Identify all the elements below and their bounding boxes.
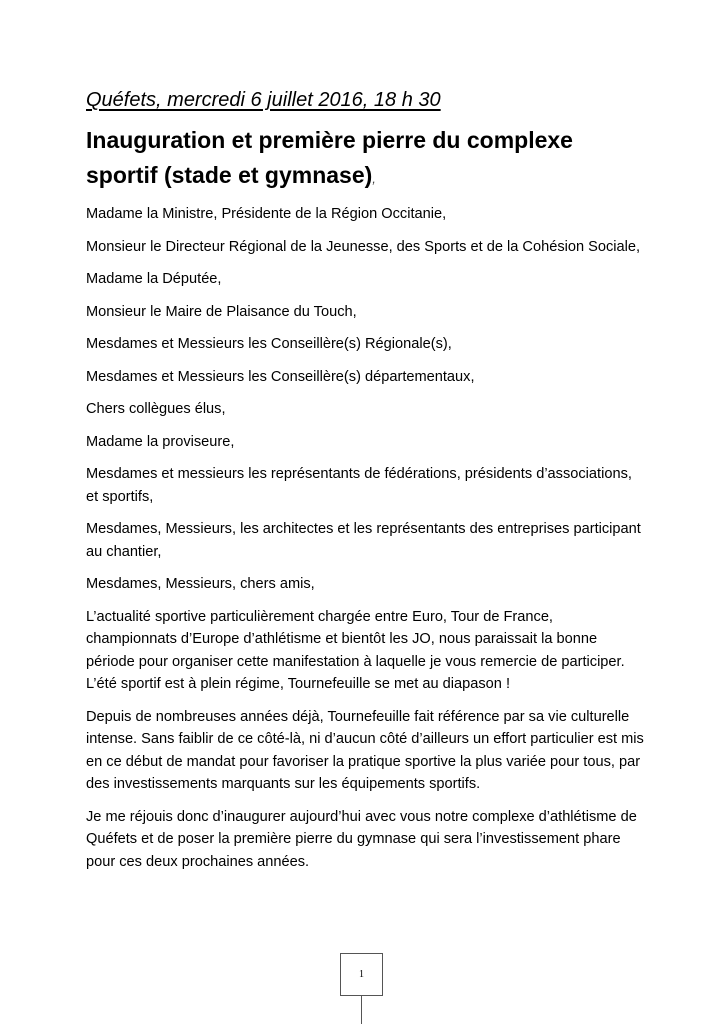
speech-title (86, 123, 646, 196)
salutation-amis: Mesdames, Messieurs, chers amis, (86, 576, 315, 592)
salutation-directeur: Monsieur le Directeur Régional de la Jeunesse, des Sports et de la Cohésion Sociale, (86, 238, 641, 255)
salutation-proviseure: Madame la proviseure, (86, 433, 235, 450)
speech-title-text: Inauguration et première pierre du complexe sportif (stade et gymnase) (86, 127, 573, 188)
title-trailing-comma: , (372, 171, 376, 186)
page-number-box (340, 953, 383, 996)
body-paragraph-actualite: L’actualité sportive particulièrement chargée entre Euro, Tour de France, championnats d’Europe d’athlétisme et bientôt les JO, nous paraissait la bonne période pour organiser cette manifestation à laquelle je vous remercie de participer. L’été sportif est à plein régime, Tournefeuille se met au diapason ! (86, 608, 625, 692)
body-paragraph-inauguration: Je me réjouis donc d’inaugurer aujourd’hui avec vous notre complexe d’athlétisme de Quéfets et de poser la première pierre du gymnase qui sera l’investissement phare pour ces deux prochaines années. (86, 808, 637, 870)
salutation-ministre: Madame la Ministre, Présidente de la Région Occitanie, (86, 206, 447, 222)
salutation-maire: Monsieur le Maire de Plaisance du Touch, (86, 303, 357, 320)
salutation-conseillers-departementaux: Mesdames et Messieurs les Conseillère(s) départementaux, (86, 368, 475, 385)
page-number: 1 (359, 969, 364, 980)
dateline: Quéfets, mercredi 6 juillet 2016, 18 h 30 (86, 89, 441, 111)
body-paragraph-vie-culturelle: Depuis de nombreuses années déjà, Tournefeuille fait référence par sa vie culturelle intense. Sans faiblir de ce côté-là, ni d’aucun côté d’ailleurs un effort particulier est mis en ce début de mandat pour favoriser la pratique sportive la plus variée pour tous, par des investissements marquants sur les équipements sportifs. (86, 708, 644, 792)
page-number-connector-line (361, 996, 362, 1024)
salutation-elus: Chers collègues élus, (86, 401, 226, 417)
salutation-architectes: Mesdames, Messieurs, les architectes et les représentants des entreprises participant au chantier, (86, 521, 641, 560)
salutation-deputee: Madame la Députée, (86, 271, 222, 287)
salutation-federations: Mesdames et messieurs les représentants de fédérations, présidents d’associations, et sportifs, (86, 466, 632, 505)
document-body (86, 86, 646, 883)
salutation-conseillers-regionaux: Mesdames et Messieurs les Conseillère(s) Régionale(s), (86, 336, 452, 352)
